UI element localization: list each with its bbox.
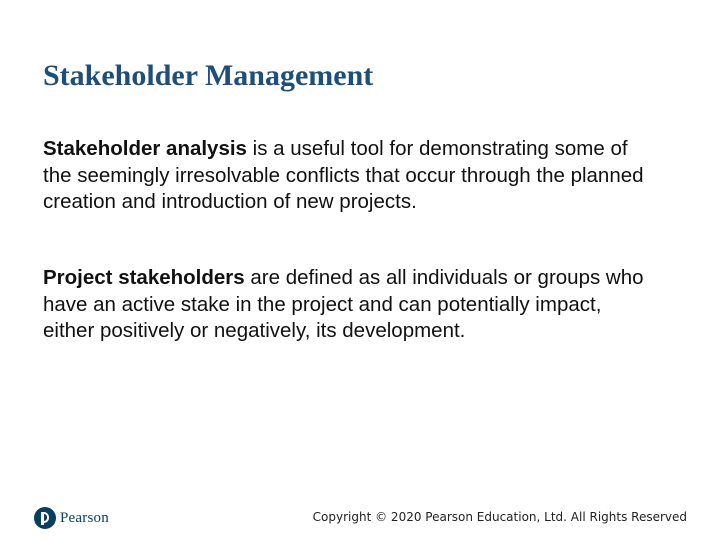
paragraph-project-stakeholders <box>43 265 653 345</box>
copyright-notice: Copyright © 2020 Pearson Education, Ltd. All Rights Reserved <box>312 510 687 524</box>
pearson-logo-text: Pearson <box>60 510 109 526</box>
paragraph-text: is a useful tool for demonstrating some of the seemingly irresolvable conflicts that occur through the planned creation and introduction of new projects. <box>43 137 644 213</box>
term-stakeholder-analysis: Stakeholder analysis <box>43 137 247 160</box>
slide-title: Stakeholder Management <box>43 59 374 92</box>
paragraph-stakeholder-analysis <box>43 136 653 216</box>
paragraph-text: are defined as all individuals or groups who have an active stake in the project and can potentially impact, either positively or negatively, its development. <box>43 266 644 342</box>
pearson-logo-icon <box>34 507 56 529</box>
term-project-stakeholders: Project stakeholders <box>43 266 245 289</box>
pearson-logo <box>34 505 109 531</box>
